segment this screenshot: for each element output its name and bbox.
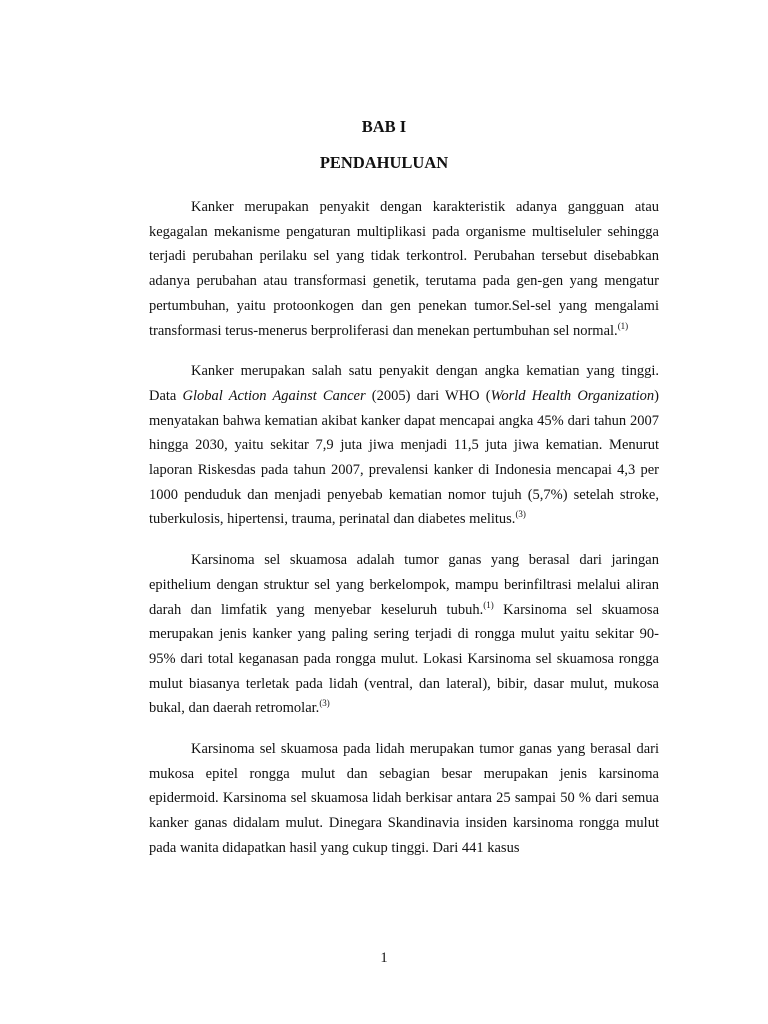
document-body	[149, 195, 659, 861]
paragraph-text: Karsinoma sel skuamosa adalah tumor ganas yang berasal dari jaringan epithelium dengan struktur sel yang berkelompok, mampu berinfiltrasi melalui aliran darah dan limfatik yang menyebar keseluruh tubuh.	[149, 552, 659, 618]
citation-marker: (3)	[319, 698, 330, 709]
paragraph-text: Karsinoma sel skuamosa pada lidah merupakan tumor ganas yang berasal dari mukosa epitel rongga mulut dan sebagian besar merupakan jenis karsinoma epidermoid. Karsinoma sel skuamosa lidah berkisar antara 25 sampai 50 % dari semua kanker ganas didalam mulut. Dinegara Skandinavia insiden karsinoma rongga mulut pada wanita didapatkan hasil yang cukup tinggi. Dari 441 kasus	[149, 741, 659, 856]
paragraph-text: ) menyatakan bahwa kematian akibat kanker dapat mencapai angka 45% dari tahun 2007 hingga 2030, yaitu sekitar 7,9 juta jiwa menjadi 11,5 juta jiwa kematian. Menurut laporan Riskesdas pada tahun 2007, prevalensi kanker di Indonesia mencapai 4,3 per 1000 penduduk dan menjadi penyebab kematian nomor tujuh (5,7%) setelah stroke, tuberkulosis, hipertensi, trauma, perinatal dan diabetes melitus.	[149, 387, 659, 528]
chapter-number: BAB I	[361, 117, 407, 136]
paragraph	[149, 737, 659, 861]
chapter-title: PENDAHULUAN	[319, 153, 449, 172]
citation-marker: (1)	[617, 320, 629, 331]
paragraph	[149, 195, 659, 343]
citation-marker: (3)	[515, 509, 526, 520]
paragraph-text: Kanker merupakan penyakit dengan karakteristik adanya gangguan atau kegagalan mekanisme pengaturan multiplikasi pada organisme multiseluler sehingga terjadi perubahan perilaku sel yang tidak terkontrol. Perubahan tersebut disebabkan adanya perubahan atau transformasi genetik, terutama pada gen-gen yang mengatur pertumbuhan, yaitu protoonkogen dan gen penekan tumor.Sel-sel yang mengalami transformasi terus-menerus berproliferasi dan menekan pertumbuhan sel normal.	[149, 199, 659, 339]
paragraph-text: (2005) dari WHO (	[365, 387, 491, 404]
page-number: 1	[380, 950, 388, 966]
italic-term: Global Action Against Cancer	[182, 387, 366, 404]
paragraph-text: Kanker merupakan salah satu penyakit dengan angka kematian yang tinggi. Data	[149, 363, 659, 404]
paragraph-text: Karsinoma sel skuamosa merupakan jenis kanker yang paling sering terjadi di rongga mulut yaitu sekitar 90-95% dari total keganasan pada rongga mulut. Lokasi Karsinoma sel skuamosa rongga mulut biasanya terletak pada lidah (ventral, dan lateral), bibir, dasar mulut, mukosa bukal, dan daerah retromolar.	[149, 601, 660, 717]
italic-term: World Health Organization	[490, 387, 655, 404]
citation-marker: (1)	[483, 599, 494, 610]
paragraph	[149, 548, 659, 721]
paragraph	[149, 359, 659, 532]
